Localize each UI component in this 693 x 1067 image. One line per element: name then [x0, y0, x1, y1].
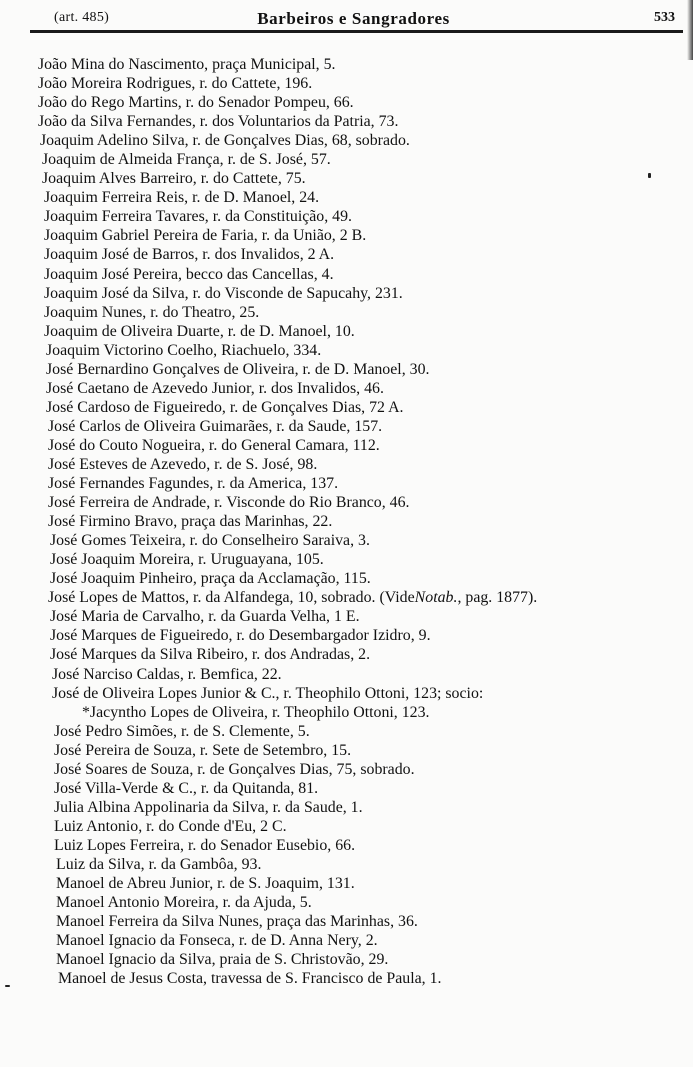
entry-text: José Narciso Caldas, r. Bemfica, 22.	[52, 665, 282, 683]
directory-entry	[0, 474, 693, 493]
article-reference: (art. 485)	[54, 10, 110, 25]
entry-text: Manoel Ignacio da Silva, praia de S. Christovão, 29.	[56, 951, 389, 969]
entry-fit-wrapper	[48, 588, 537, 607]
entry-text: José Joaquim Pinheiro, praça da Acclamação, 115.	[50, 570, 371, 588]
entry-fit-wrapper	[44, 265, 334, 284]
directory-entry	[0, 969, 693, 988]
header-rule	[30, 30, 683, 33]
entry-text: José Pereira de Souza, r. Sete de Setembro, 15.	[54, 741, 352, 759]
page-header	[24, 6, 683, 28]
directory-entry	[0, 322, 693, 341]
page-number: 533	[654, 10, 675, 25]
entry-text: José Soares de Souza, r. de Gonçalves Dias, 75, sobrado.	[54, 760, 415, 778]
entry-text: José Esteves de Azevedo, r. de S. José, 98.	[48, 455, 318, 473]
entry-fit-wrapper	[46, 341, 321, 360]
directory-entry	[0, 931, 693, 950]
directory-entry	[0, 569, 693, 588]
entry-fit-wrapper	[52, 665, 282, 684]
entry-text: Joaquim Gabriel Pereira de Faria, r. da União, 2 B.	[44, 227, 367, 245]
entry-fit-wrapper	[48, 436, 380, 455]
entry-text: José Firmino Bravo, praça das Marinhas, 22.	[48, 513, 333, 531]
page-edge-shadow	[687, 0, 693, 60]
entry-fit-wrapper	[48, 474, 338, 493]
entry-fit-wrapper	[38, 55, 336, 74]
entry-fit-wrapper	[44, 245, 334, 264]
entry-text: Joaquim Nunes, r. do Theatro, 25.	[44, 303, 260, 321]
directory-entry	[0, 265, 693, 284]
entry-text: José Joaquim Moreira, r. Uruguayana, 105.	[50, 551, 324, 569]
entry-fit-wrapper	[46, 360, 429, 379]
directory-entry	[0, 245, 693, 264]
entry-fit-wrapper	[48, 417, 382, 436]
entry-fit-wrapper	[54, 722, 310, 741]
directory-entry	[0, 398, 693, 417]
entry-fit-wrapper	[52, 684, 483, 703]
entry-text: João da Silva Fernandes, r. dos Voluntarios da Patria, 73.	[38, 113, 399, 131]
directory-entry	[0, 379, 693, 398]
entry-fit-wrapper	[54, 760, 415, 779]
entry-text: Joaquim Adelino Silva, r. de Gonçalves Dias, 68, sobrado.	[40, 132, 410, 150]
directory-entry	[0, 588, 693, 607]
directory-entry	[0, 112, 693, 131]
entry-text: Luiz Antonio, r. do Conde d'Eu, 2 C.	[54, 817, 287, 835]
entry-text: Manoel de Jesus Costa, travessa de S. Francisco de Paula, 1.	[58, 970, 442, 988]
directory-entry	[0, 55, 693, 74]
directory-entry	[0, 817, 693, 836]
directory-entry	[0, 455, 693, 474]
entry-text: José Carlos de Oliveira Guimarães, r. da Saude, 157.	[48, 417, 383, 435]
directory-entry	[0, 188, 693, 207]
entry-text: Manoel Antonio Moreira, r. da Ajuda, 5.	[56, 894, 312, 912]
entry-fit-wrapper	[44, 226, 366, 245]
entry-fit-wrapper	[56, 874, 355, 893]
directory-entry	[0, 760, 693, 779]
directory-entry	[0, 741, 693, 760]
entry-fit-wrapper	[54, 779, 318, 798]
directory-entry	[0, 150, 693, 169]
print-speck	[5, 985, 10, 987]
directory-entry	[0, 512, 693, 531]
entry-fit-wrapper	[44, 284, 403, 303]
entry-text: José Lopes de Mattos, r. da Alfandega, 10, sobrado. (Vide	[48, 589, 415, 607]
entry-text: José Marques de Figueiredo, r. do Desembargador Izidro, 9.	[50, 627, 431, 645]
entry-fit-wrapper	[56, 855, 261, 874]
directory-entry	[0, 703, 693, 722]
entry-text: João Moreira Rodrigues, r. do Cattete, 196.	[38, 75, 313, 93]
directory-entry	[0, 912, 693, 931]
directory-entry	[0, 284, 693, 303]
entry-text: José Cardoso de Figueiredo, r. de Gonçalves Dias, 72 A.	[46, 398, 404, 416]
entry-text: Luiz da Silva, r. da Gambôa, 93.	[56, 855, 262, 873]
directory-entry	[0, 207, 693, 226]
entry-fit-wrapper	[56, 893, 312, 912]
directory-entry	[0, 169, 693, 188]
entry-fit-wrapper	[50, 531, 370, 550]
directory-entry	[0, 684, 693, 703]
entry-text: José Maria de Carvalho, r. da Guarda Velha, 1 E.	[50, 608, 360, 626]
entry-fit-wrapper	[54, 836, 355, 855]
directory-list	[0, 55, 693, 988]
entry-fit-wrapper	[58, 969, 442, 988]
entry-fit-wrapper	[40, 131, 410, 150]
entry-text: Joaquim Ferreira Tavares, r. da Constituição, 49.	[44, 208, 353, 226]
entry-text: João do Rego Martins, r. do Senador Pompeu, 66.	[38, 94, 354, 112]
entry-italic-ref: Notab.	[414, 589, 458, 607]
directory-entry	[0, 836, 693, 855]
entry-text-tail: , pag. 1877).	[457, 589, 538, 607]
entry-fit-wrapper	[56, 950, 388, 969]
directory-entry	[0, 950, 693, 969]
directory-entry	[0, 436, 693, 455]
entry-text: Joaquim Ferreira Reis, r. de D. Manoel, 24.	[44, 189, 320, 207]
directory-entry	[0, 226, 693, 245]
entry-text: José Villa-Verde & C., r. da Quitanda, 81.	[54, 779, 319, 797]
directory-entry	[0, 798, 693, 817]
entry-fit-wrapper	[48, 493, 410, 512]
entry-text: Manoel Ignacio da Fonseca, r. de D. Anna Nery, 2.	[56, 932, 378, 950]
entry-text: José de Oliveira Lopes Junior & C., r. Theophilo Ottoni, 123; socio:	[52, 684, 484, 702]
entry-fit-wrapper	[48, 512, 332, 531]
directory-entry	[0, 341, 693, 360]
directory-entry	[0, 626, 693, 645]
directory-entry	[0, 893, 693, 912]
entry-fit-wrapper	[82, 703, 430, 722]
directory-entry	[0, 93, 693, 112]
entry-text: Joaquim Alves Barreiro, r. do Cattete, 75.	[42, 170, 306, 188]
entry-text: Julia Albina Appolinaria da Silva, r. da Saude, 1.	[54, 798, 363, 816]
entry-fit-wrapper	[50, 550, 324, 569]
entry-text: José do Couto Nogueira, r. do General Camara, 112.	[48, 436, 380, 454]
entry-fit-wrapper	[38, 112, 398, 131]
entry-text: José Pedro Simões, r. de S. Clemente, 5.	[54, 722, 310, 740]
directory-entry	[0, 303, 693, 322]
directory-entry	[0, 874, 693, 893]
entry-text: *Jacyntho Lopes de Oliveira, r. Theophilo Ottoni, 123.	[82, 703, 430, 721]
directory-entry	[0, 722, 693, 741]
directory-entry	[0, 131, 693, 150]
directory-entry	[0, 360, 693, 379]
entry-fit-wrapper	[44, 188, 319, 207]
entry-text: José Caetano de Azevedo Junior, r. dos Invalidos, 46.	[46, 379, 384, 397]
entry-fit-wrapper	[46, 398, 404, 417]
entry-text: Joaquim Victorino Coelho, Riachuelo, 334.	[46, 341, 322, 359]
entry-text: Joaquim José Pereira, becco das Cancellas, 4.	[44, 265, 334, 283]
entry-text: José Ferreira de Andrade, r. Visconde do Rio Branco, 46.	[48, 494, 410, 512]
entry-text: João Mina do Nascimento, praça Municipal, 5.	[38, 56, 336, 73]
entry-text: Joaquim José de Barros, r. dos Invalidos, 2 A.	[44, 246, 335, 264]
directory-entry	[0, 855, 693, 874]
entry-fit-wrapper	[54, 798, 363, 817]
entry-text: José Bernardino Gonçalves de Oliveira, r. de D. Manoel, 30.	[46, 360, 430, 378]
entry-fit-wrapper	[50, 569, 371, 588]
entry-fit-wrapper	[56, 931, 378, 950]
section-title: Barbeiros e Sangradores	[257, 9, 450, 28]
directory-entry	[0, 531, 693, 550]
entry-fit-wrapper	[48, 455, 317, 474]
entry-fit-wrapper	[44, 207, 352, 226]
entry-fit-wrapper	[44, 303, 259, 322]
entry-fit-wrapper	[44, 322, 355, 341]
entry-text: Manoel de Abreu Junior, r. de S. Joaquim, 131.	[56, 875, 355, 893]
entry-fit-wrapper	[50, 626, 431, 645]
entry-text: Joaquim de Oliveira Duarte, r. de D. Manoel, 10.	[44, 322, 355, 340]
directory-entry	[0, 665, 693, 684]
print-speck	[648, 173, 651, 178]
entry-fit-wrapper	[38, 93, 354, 112]
entry-text: José Fernandes Fagundes, r. da America, 137.	[48, 475, 339, 493]
entry-text: José Gomes Teixeira, r. do Conselheiro Saraiva, 3.	[50, 532, 370, 550]
directory-entry	[0, 779, 693, 798]
entry-text: Manoel Ferreira da Silva Nunes, praça das Marinhas, 36.	[56, 913, 418, 931]
entry-fit-wrapper	[42, 169, 306, 188]
entry-fit-wrapper	[42, 150, 331, 169]
entry-fit-wrapper	[46, 379, 384, 398]
entry-text: Joaquim José da Silva, r. do Visconde de Sapucahy, 231.	[44, 284, 403, 302]
directory-entry	[0, 550, 693, 569]
directory-entry	[0, 417, 693, 436]
directory-entry	[0, 74, 693, 93]
directory-entry	[0, 645, 693, 664]
entry-text: Joaquim de Almeida França, r. de S. José, 57.	[42, 151, 331, 169]
entry-fit-wrapper	[54, 817, 287, 836]
entry-fit-wrapper	[50, 607, 360, 626]
directory-entry	[0, 493, 693, 512]
entry-fit-wrapper	[38, 74, 312, 93]
entry-fit-wrapper	[50, 645, 370, 664]
entry-fit-wrapper	[54, 741, 351, 760]
entry-text: José Marques da Silva Ribeiro, r. dos Andradas, 2.	[50, 646, 371, 664]
entry-fit-wrapper	[56, 912, 418, 931]
directory-entry	[0, 607, 693, 626]
entry-text: Luiz Lopes Ferreira, r. do Senador Eusebio, 66.	[54, 836, 356, 854]
